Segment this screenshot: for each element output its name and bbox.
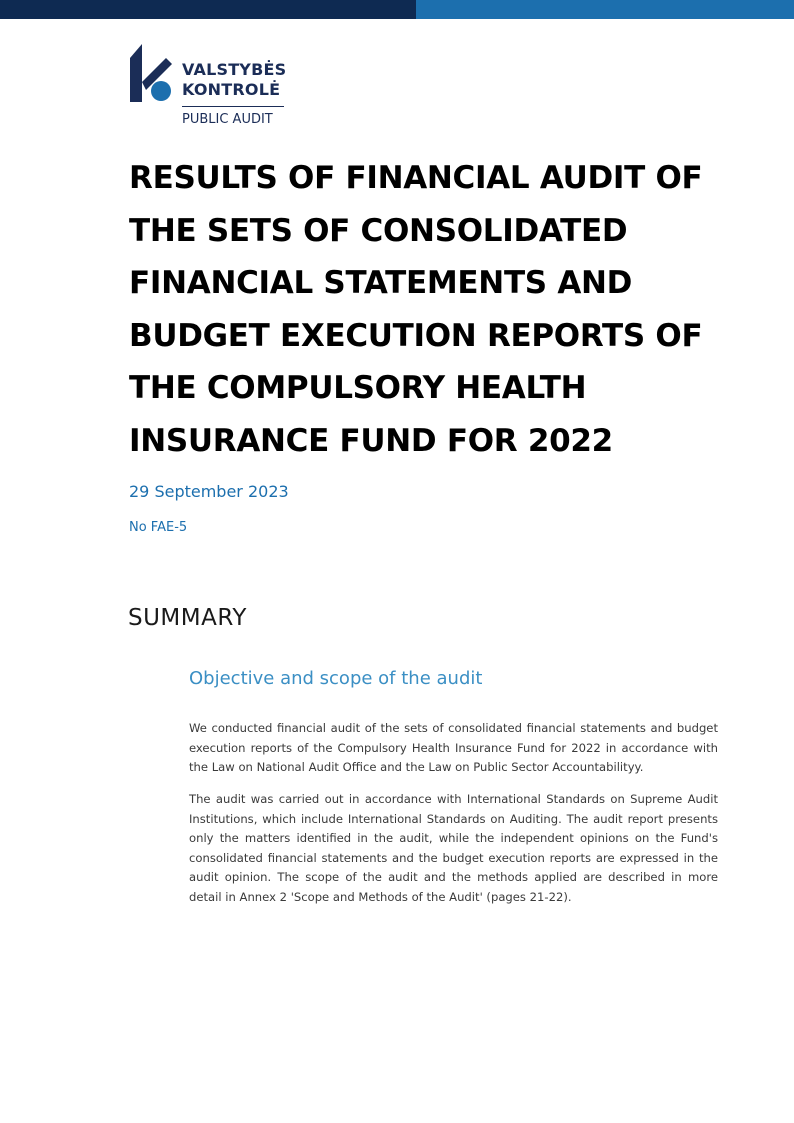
header-bar-light <box>416 0 794 19</box>
summary-paragraph: We conducted financial audit of the sets of consolidated financial statements and budget execution reports of the Compulsory Health Insurance Fund for 2022 in accordance with the Law on National Audit Office and the Law on Public Sector Accountabilityy. <box>189 721 718 774</box>
logo-text-valstybes: VALSTYBĖS <box>182 60 287 79</box>
report-number: No FAE-5 <box>129 520 188 535</box>
title-line: THE SETS OF CONSOLIDATED <box>129 212 628 249</box>
logo-text-public-audit: PUBLIC AUDIT <box>182 112 273 127</box>
valstybes-kontrole-k-mark-icon <box>130 44 174 104</box>
logo-text-kontrole: KONTROLĖ <box>182 80 281 99</box>
summary-heading: SUMMARY <box>128 605 247 631</box>
report-title <box>129 152 703 467</box>
logo-divider <box>182 106 284 107</box>
title-line: RESULTS OF FINANCIAL AUDIT OF <box>129 160 703 196</box>
objective-scope-heading: Objective and scope of the audit <box>189 668 483 689</box>
header-bar-dark <box>0 0 416 19</box>
title-line: INSURANCE FUND FOR 2022 <box>129 422 613 459</box>
report-date: 29 September 2023 <box>129 482 289 501</box>
title-line: BUDGET EXECUTION REPORTS OF <box>129 317 703 354</box>
title-line: FINANCIAL STATEMENTS AND <box>129 265 633 301</box>
summary-paragraph: The audit was carried out in accordance with International Standards on Supreme Audit Institutions, which include International Standards on Auditing. The audit report presents only the matters identified in the audit, while the independent opinions on the Fund's consolidated financial statements and the budget execution reports are expressed in the audit opinion. The scope of the audit and the methods applied are described in more detail in Annex 2 'Scope and Methods of the Audit' (pages 21-22). <box>189 792 718 904</box>
title-line: THE COMPULSORY HEALTH <box>129 370 587 406</box>
logo <box>130 44 300 134</box>
